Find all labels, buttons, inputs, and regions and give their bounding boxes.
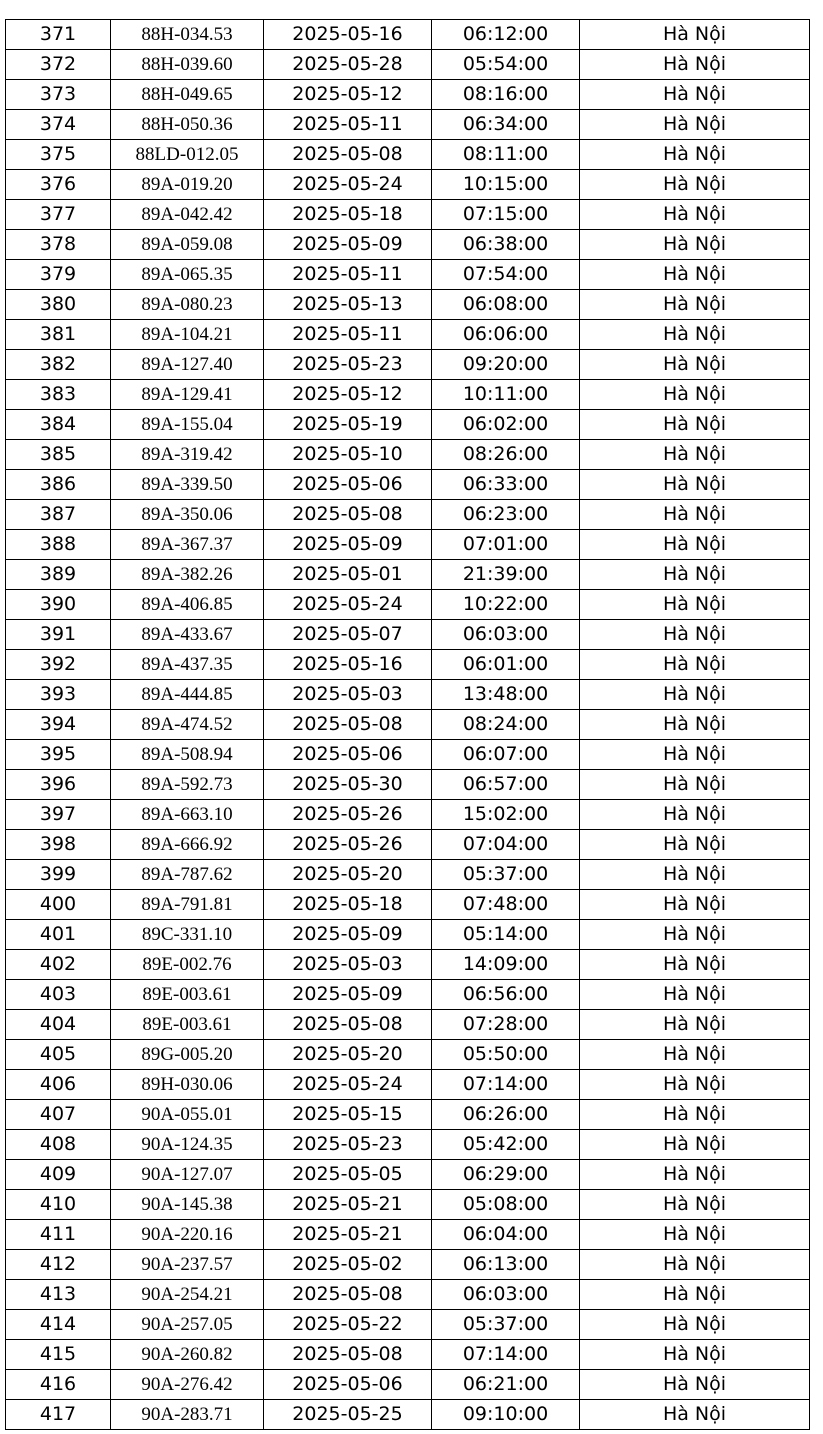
license-plate-cell: 89A-065.35	[111, 260, 264, 290]
table-row	[6, 200, 810, 230]
time-cell: 14:09:00	[432, 950, 580, 980]
row-number-cell: 379	[6, 260, 111, 290]
date-cell: 2025-05-21	[264, 1190, 432, 1220]
row-number-cell: 381	[6, 320, 111, 350]
location-cell: Hà Nội	[580, 20, 810, 50]
license-plate-cell: 88H-039.60	[111, 50, 264, 80]
row-number-cell: 390	[6, 590, 111, 620]
time-cell: 07:14:00	[432, 1070, 580, 1100]
license-plate-cell: 89A-350.06	[111, 500, 264, 530]
time-cell: 06:57:00	[432, 770, 580, 800]
location-cell: Hà Nội	[580, 200, 810, 230]
location-cell: Hà Nội	[580, 920, 810, 950]
date-cell: 2025-05-25	[264, 1400, 432, 1430]
time-cell: 09:20:00	[432, 350, 580, 380]
location-cell: Hà Nội	[580, 170, 810, 200]
license-plate-cell: 90A-254.21	[111, 1280, 264, 1310]
license-plate-cell: 89A-019.20	[111, 170, 264, 200]
table-row	[6, 380, 810, 410]
license-plate-cell: 89A-129.41	[111, 380, 264, 410]
table-row	[6, 860, 810, 890]
location-cell: Hà Nội	[580, 800, 810, 830]
table-row	[6, 500, 810, 530]
table-row	[6, 1340, 810, 1370]
row-number-cell: 409	[6, 1160, 111, 1190]
license-plate-cell: 89A-437.35	[111, 650, 264, 680]
row-number-cell: 410	[6, 1190, 111, 1220]
date-cell: 2025-05-23	[264, 350, 432, 380]
row-number-cell: 386	[6, 470, 111, 500]
license-plate-cell: 89A-787.62	[111, 860, 264, 890]
license-plate-cell: 89E-002.76	[111, 950, 264, 980]
date-cell: 2025-05-09	[264, 920, 432, 950]
time-cell: 05:08:00	[432, 1190, 580, 1220]
location-cell: Hà Nội	[580, 1310, 810, 1340]
row-number-cell: 375	[6, 140, 111, 170]
time-cell: 06:21:00	[432, 1370, 580, 1400]
time-cell: 07:04:00	[432, 830, 580, 860]
location-cell: Hà Nội	[580, 890, 810, 920]
date-cell: 2025-05-24	[264, 590, 432, 620]
location-cell: Hà Nội	[580, 470, 810, 500]
location-cell: Hà Nội	[580, 260, 810, 290]
row-number-cell: 383	[6, 380, 111, 410]
time-cell: 08:16:00	[432, 80, 580, 110]
date-cell: 2025-05-08	[264, 710, 432, 740]
date-cell: 2025-05-21	[264, 1220, 432, 1250]
license-plate-cell: 89A-508.94	[111, 740, 264, 770]
location-cell: Hà Nội	[580, 380, 810, 410]
row-number-cell: 387	[6, 500, 111, 530]
date-cell: 2025-05-12	[264, 380, 432, 410]
time-cell: 07:01:00	[432, 530, 580, 560]
time-cell: 05:54:00	[432, 50, 580, 80]
date-cell: 2025-05-10	[264, 440, 432, 470]
time-cell: 13:48:00	[432, 680, 580, 710]
row-number-cell: 405	[6, 1040, 111, 1070]
row-number-cell: 385	[6, 440, 111, 470]
date-cell: 2025-05-03	[264, 680, 432, 710]
date-cell: 2025-05-11	[264, 320, 432, 350]
license-plate-cell: 89H-030.06	[111, 1070, 264, 1100]
table-body	[6, 20, 810, 1430]
row-number-cell: 411	[6, 1220, 111, 1250]
time-cell: 07:54:00	[432, 260, 580, 290]
location-cell: Hà Nội	[580, 590, 810, 620]
date-cell: 2025-05-20	[264, 860, 432, 890]
row-number-cell: 374	[6, 110, 111, 140]
license-plate-cell: 90A-257.05	[111, 1310, 264, 1340]
row-number-cell: 395	[6, 740, 111, 770]
row-number-cell: 406	[6, 1070, 111, 1100]
license-plate-cell: 89E-003.61	[111, 980, 264, 1010]
row-number-cell: 394	[6, 710, 111, 740]
table-row	[6, 950, 810, 980]
row-number-cell: 407	[6, 1100, 111, 1130]
row-number-cell: 397	[6, 800, 111, 830]
date-cell: 2025-05-12	[264, 80, 432, 110]
date-cell: 2025-05-08	[264, 140, 432, 170]
license-plate-cell: 89A-059.08	[111, 230, 264, 260]
time-cell: 08:24:00	[432, 710, 580, 740]
row-number-cell: 378	[6, 230, 111, 260]
license-plate-cell: 89A-367.37	[111, 530, 264, 560]
table-row	[6, 620, 810, 650]
location-cell: Hà Nội	[580, 110, 810, 140]
time-cell: 06:26:00	[432, 1100, 580, 1130]
location-cell: Hà Nội	[580, 410, 810, 440]
date-cell: 2025-05-20	[264, 1040, 432, 1070]
table-row	[6, 1310, 810, 1340]
time-cell: 15:02:00	[432, 800, 580, 830]
time-cell: 08:11:00	[432, 140, 580, 170]
date-cell: 2025-05-15	[264, 1100, 432, 1130]
date-cell: 2025-05-11	[264, 260, 432, 290]
location-cell: Hà Nội	[580, 560, 810, 590]
row-number-cell: 389	[6, 560, 111, 590]
time-cell: 06:02:00	[432, 410, 580, 440]
date-cell: 2025-05-30	[264, 770, 432, 800]
time-cell: 07:48:00	[432, 890, 580, 920]
license-plate-cell: 89A-339.50	[111, 470, 264, 500]
time-cell: 06:29:00	[432, 1160, 580, 1190]
location-cell: Hà Nội	[580, 710, 810, 740]
table-row	[6, 350, 810, 380]
table-row	[6, 1040, 810, 1070]
date-cell: 2025-05-24	[264, 170, 432, 200]
license-plate-cell: 89E-003.61	[111, 1010, 264, 1040]
time-cell: 10:15:00	[432, 170, 580, 200]
row-number-cell: 380	[6, 290, 111, 320]
row-number-cell: 388	[6, 530, 111, 560]
license-plate-cell: 89A-663.10	[111, 800, 264, 830]
table-row	[6, 920, 810, 950]
violations-table	[5, 19, 810, 1430]
date-cell: 2025-05-13	[264, 290, 432, 320]
location-cell: Hà Nội	[580, 50, 810, 80]
location-cell: Hà Nội	[580, 830, 810, 860]
table-row	[6, 770, 810, 800]
license-plate-cell: 89A-592.73	[111, 770, 264, 800]
date-cell: 2025-05-08	[264, 1010, 432, 1040]
license-plate-cell: 89G-005.20	[111, 1040, 264, 1070]
license-plate-cell: 89A-406.85	[111, 590, 264, 620]
date-cell: 2025-05-01	[264, 560, 432, 590]
license-plate-cell: 89A-791.81	[111, 890, 264, 920]
license-plate-cell: 88LD-012.05	[111, 140, 264, 170]
location-cell: Hà Nội	[580, 1250, 810, 1280]
table-row	[6, 1100, 810, 1130]
date-cell: 2025-05-09	[264, 980, 432, 1010]
table-row	[6, 110, 810, 140]
location-cell: Hà Nội	[580, 500, 810, 530]
table-row	[6, 470, 810, 500]
location-cell: Hà Nội	[580, 740, 810, 770]
row-number-cell: 384	[6, 410, 111, 440]
table-row	[6, 590, 810, 620]
license-plate-cell: 90A-260.82	[111, 1340, 264, 1370]
table-row	[6, 710, 810, 740]
location-cell: Hà Nội	[580, 440, 810, 470]
row-number-cell: 392	[6, 650, 111, 680]
time-cell: 06:34:00	[432, 110, 580, 140]
location-cell: Hà Nội	[580, 1340, 810, 1370]
date-cell: 2025-05-06	[264, 740, 432, 770]
time-cell: 09:10:00	[432, 1400, 580, 1430]
location-cell: Hà Nội	[580, 80, 810, 110]
table-row	[6, 50, 810, 80]
table-row	[6, 830, 810, 860]
license-plate-cell: 89A-433.67	[111, 620, 264, 650]
time-cell: 05:42:00	[432, 1130, 580, 1160]
date-cell: 2025-05-18	[264, 200, 432, 230]
time-cell: 08:26:00	[432, 440, 580, 470]
time-cell: 06:01:00	[432, 650, 580, 680]
location-cell: Hà Nội	[580, 860, 810, 890]
license-plate-cell: 88H-050.36	[111, 110, 264, 140]
row-number-cell: 412	[6, 1250, 111, 1280]
time-cell: 06:38:00	[432, 230, 580, 260]
location-cell: Hà Nội	[580, 1280, 810, 1310]
table-row	[6, 290, 810, 320]
row-number-cell: 393	[6, 680, 111, 710]
row-number-cell: 377	[6, 200, 111, 230]
license-plate-cell: 89A-382.26	[111, 560, 264, 590]
license-plate-cell: 89C-331.10	[111, 920, 264, 950]
table-row	[6, 260, 810, 290]
row-number-cell: 404	[6, 1010, 111, 1040]
location-cell: Hà Nội	[580, 1070, 810, 1100]
location-cell: Hà Nội	[580, 1400, 810, 1430]
date-cell: 2025-05-06	[264, 470, 432, 500]
location-cell: Hà Nội	[580, 1220, 810, 1250]
table-row	[6, 680, 810, 710]
table-row	[6, 1160, 810, 1190]
license-plate-cell: 90A-124.35	[111, 1130, 264, 1160]
table-row	[6, 170, 810, 200]
location-cell: Hà Nội	[580, 1160, 810, 1190]
location-cell: Hà Nội	[580, 530, 810, 560]
table-row	[6, 20, 810, 50]
date-cell: 2025-05-24	[264, 1070, 432, 1100]
location-cell: Hà Nội	[580, 680, 810, 710]
table-row	[6, 410, 810, 440]
row-number-cell: 391	[6, 620, 111, 650]
license-plate-cell: 88H-049.65	[111, 80, 264, 110]
time-cell: 06:07:00	[432, 740, 580, 770]
table-row	[6, 440, 810, 470]
table-row	[6, 980, 810, 1010]
license-plate-cell: 90A-145.38	[111, 1190, 264, 1220]
table-row	[6, 1070, 810, 1100]
table-row	[6, 230, 810, 260]
row-number-cell: 402	[6, 950, 111, 980]
license-plate-cell: 89A-155.04	[111, 410, 264, 440]
table-row	[6, 320, 810, 350]
row-number-cell: 416	[6, 1370, 111, 1400]
date-cell: 2025-05-28	[264, 50, 432, 80]
license-plate-cell: 90A-237.57	[111, 1250, 264, 1280]
table-row	[6, 800, 810, 830]
row-number-cell: 372	[6, 50, 111, 80]
time-cell: 07:14:00	[432, 1340, 580, 1370]
time-cell: 06:33:00	[432, 470, 580, 500]
table-row	[6, 1250, 810, 1280]
row-number-cell: 417	[6, 1400, 111, 1430]
license-plate-cell: 88H-034.53	[111, 20, 264, 50]
time-cell: 06:06:00	[432, 320, 580, 350]
time-cell: 05:14:00	[432, 920, 580, 950]
date-cell: 2025-05-03	[264, 950, 432, 980]
license-plate-cell: 89A-444.85	[111, 680, 264, 710]
table-row	[6, 1400, 810, 1430]
date-cell: 2025-05-08	[264, 500, 432, 530]
row-number-cell: 399	[6, 860, 111, 890]
table-row	[6, 1130, 810, 1160]
table-row	[6, 530, 810, 560]
table-row	[6, 140, 810, 170]
location-cell: Hà Nội	[580, 1370, 810, 1400]
license-plate-cell: 90A-283.71	[111, 1400, 264, 1430]
time-cell: 05:50:00	[432, 1040, 580, 1070]
time-cell: 06:08:00	[432, 290, 580, 320]
location-cell: Hà Nội	[580, 650, 810, 680]
time-cell: 06:03:00	[432, 620, 580, 650]
location-cell: Hà Nội	[580, 320, 810, 350]
date-cell: 2025-05-18	[264, 890, 432, 920]
row-number-cell: 413	[6, 1280, 111, 1310]
time-cell: 07:15:00	[432, 200, 580, 230]
license-plate-cell: 89A-042.42	[111, 200, 264, 230]
location-cell: Hà Nội	[580, 770, 810, 800]
location-cell: Hà Nội	[580, 1130, 810, 1160]
date-cell: 2025-05-22	[264, 1310, 432, 1340]
location-cell: Hà Nội	[580, 950, 810, 980]
date-cell: 2025-05-08	[264, 1340, 432, 1370]
time-cell: 06:23:00	[432, 500, 580, 530]
row-number-cell: 408	[6, 1130, 111, 1160]
row-number-cell: 403	[6, 980, 111, 1010]
table-row	[6, 560, 810, 590]
date-cell: 2025-05-02	[264, 1250, 432, 1280]
date-cell: 2025-05-16	[264, 650, 432, 680]
location-cell: Hà Nội	[580, 140, 810, 170]
table-row	[6, 1190, 810, 1220]
license-plate-cell: 89A-666.92	[111, 830, 264, 860]
date-cell: 2025-05-06	[264, 1370, 432, 1400]
location-cell: Hà Nội	[580, 290, 810, 320]
time-cell: 07:28:00	[432, 1010, 580, 1040]
time-cell: 10:22:00	[432, 590, 580, 620]
table-row	[6, 1010, 810, 1040]
location-cell: Hà Nội	[580, 350, 810, 380]
location-cell: Hà Nội	[580, 230, 810, 260]
license-plate-cell: 89A-474.52	[111, 710, 264, 740]
time-cell: 05:37:00	[432, 1310, 580, 1340]
row-number-cell: 398	[6, 830, 111, 860]
license-plate-cell: 89A-319.42	[111, 440, 264, 470]
date-cell: 2025-05-09	[264, 530, 432, 560]
location-cell: Hà Nội	[580, 980, 810, 1010]
location-cell: Hà Nội	[580, 1190, 810, 1220]
date-cell: 2025-05-07	[264, 620, 432, 650]
time-cell: 05:37:00	[432, 860, 580, 890]
row-number-cell: 415	[6, 1340, 111, 1370]
row-number-cell: 414	[6, 1310, 111, 1340]
license-plate-cell: 90A-055.01	[111, 1100, 264, 1130]
table-row	[6, 80, 810, 110]
license-plate-cell: 89A-080.23	[111, 290, 264, 320]
time-cell: 21:39:00	[432, 560, 580, 590]
row-number-cell: 371	[6, 20, 111, 50]
row-number-cell: 396	[6, 770, 111, 800]
row-number-cell: 401	[6, 920, 111, 950]
license-plate-cell: 90A-276.42	[111, 1370, 264, 1400]
date-cell: 2025-05-23	[264, 1130, 432, 1160]
table-row	[6, 650, 810, 680]
location-cell: Hà Nội	[580, 1100, 810, 1130]
time-cell: 06:56:00	[432, 980, 580, 1010]
row-number-cell: 373	[6, 80, 111, 110]
date-cell: 2025-05-26	[264, 800, 432, 830]
time-cell: 10:11:00	[432, 380, 580, 410]
license-plate-cell: 89A-104.21	[111, 320, 264, 350]
row-number-cell: 376	[6, 170, 111, 200]
table-row	[6, 1370, 810, 1400]
time-cell: 06:13:00	[432, 1250, 580, 1280]
time-cell: 06:04:00	[432, 1220, 580, 1250]
table-row	[6, 1280, 810, 1310]
table-row	[6, 1220, 810, 1250]
license-plate-cell: 90A-127.07	[111, 1160, 264, 1190]
location-cell: Hà Nội	[580, 1010, 810, 1040]
location-cell: Hà Nội	[580, 620, 810, 650]
time-cell: 06:03:00	[432, 1280, 580, 1310]
date-cell: 2025-05-19	[264, 410, 432, 440]
table-row	[6, 740, 810, 770]
date-cell: 2025-05-16	[264, 20, 432, 50]
date-cell: 2025-05-26	[264, 830, 432, 860]
time-cell: 06:12:00	[432, 20, 580, 50]
row-number-cell: 400	[6, 890, 111, 920]
location-cell: Hà Nội	[580, 1040, 810, 1070]
license-plate-cell: 89A-127.40	[111, 350, 264, 380]
row-number-cell: 382	[6, 350, 111, 380]
date-cell: 2025-05-08	[264, 1280, 432, 1310]
date-cell: 2025-05-05	[264, 1160, 432, 1190]
table-row	[6, 890, 810, 920]
date-cell: 2025-05-11	[264, 110, 432, 140]
license-plate-cell: 90A-220.16	[111, 1220, 264, 1250]
date-cell: 2025-05-09	[264, 230, 432, 260]
